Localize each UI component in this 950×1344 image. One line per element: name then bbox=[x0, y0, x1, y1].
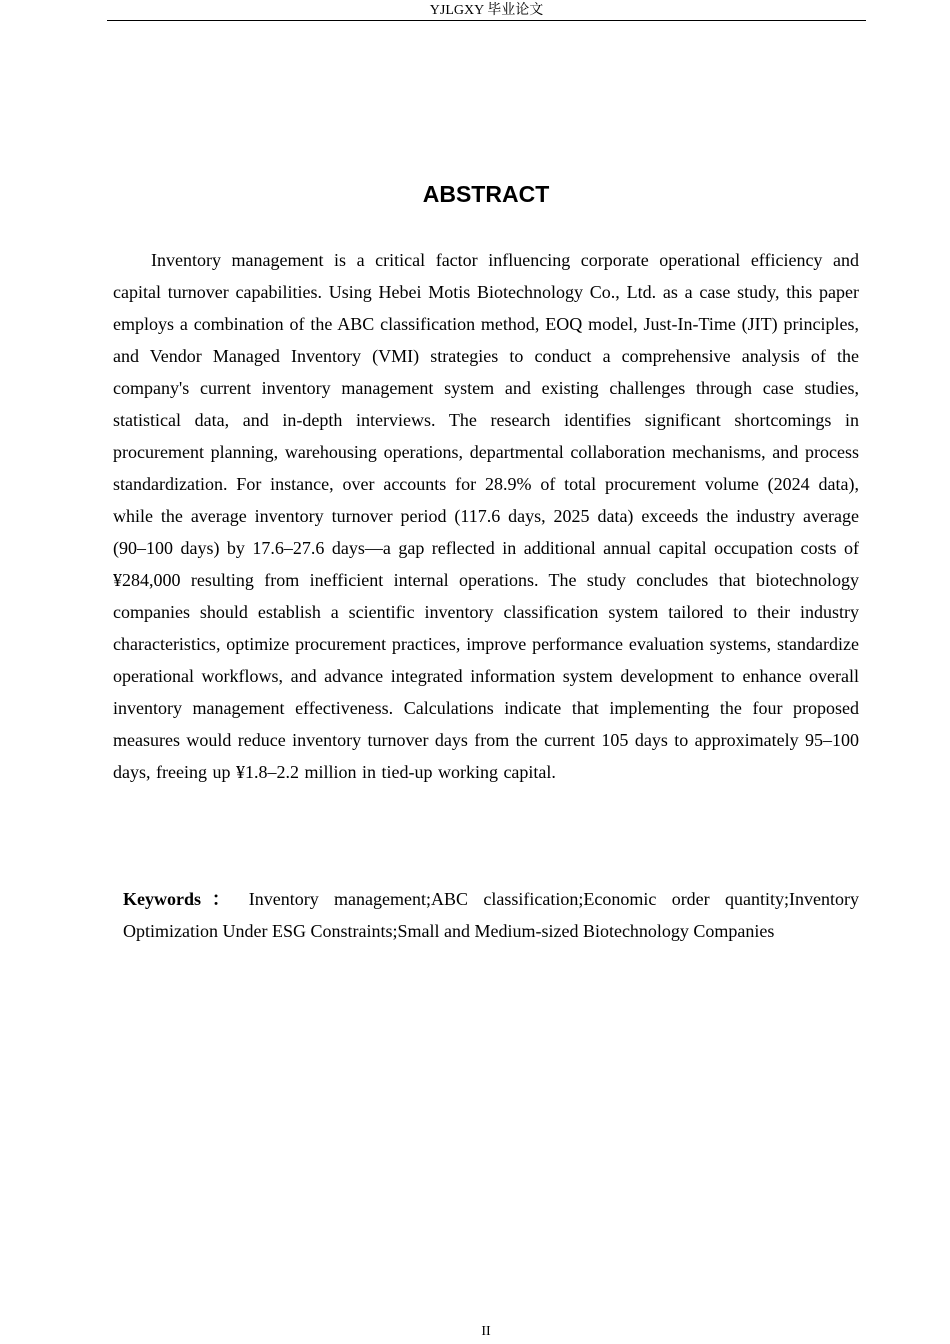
keywords-paragraph bbox=[113, 883, 859, 947]
keywords-label: Keywords： bbox=[123, 889, 241, 909]
abstract-body: Inventory management is a critical factor influencing corporate operational efficiency and capital turnover capabilities. Using Hebei Motis Biotechnology Co., Ltd. as a case study, this paper employs a combination of the ABC classification method, EOQ model, Just-In-Time (JIT) principles, and Vendor Managed Inventory (VMI) strategies to conduct a comprehensive analysis of the company's current inventory management system and existing challenges through case studies, statistical data, and in-depth interviews. The research identifies significant shortcomings in procurement planning, warehousing operations, departmental collaboration mechanisms, and process standardization. For instance, over accounts for 28.9% of total procurement volume (2024 data), while the average inventory turnover period (117.6 days, 2025 data) exceeds the industry average (90–100 days) by 17.6–27.6 days—a gap reflected in additional annual capital occupation costs of ¥284,000 resulting from inefficient internal operations. The study concludes that biotechnology companies should establish a scientific inventory classification system tailored to their industry characteristics, optimize procurement practices, improve performance evaluation systems, standardize operational workflows, and advance integrated information system development to enhance overall inventory management effectiveness. Calculations indicate that implementing the four proposed measures would reduce inventory turnover days from the current 105 days to approximately 95–100 days, freeing up ¥1.8–2.2 million in tied-up working capital. bbox=[113, 250, 859, 782]
keywords-text: Inventory management;ABC classification;Economic order quantity;Inventory Optimization Under ESG Constraints;Small and Medium-sized Biotechnology Companies bbox=[123, 889, 859, 941]
page-number: II bbox=[481, 1324, 491, 1339]
running-header: YJLGXY 毕业论文 bbox=[107, 0, 866, 21]
abstract-title: ABSTRACT bbox=[422, 181, 550, 207]
